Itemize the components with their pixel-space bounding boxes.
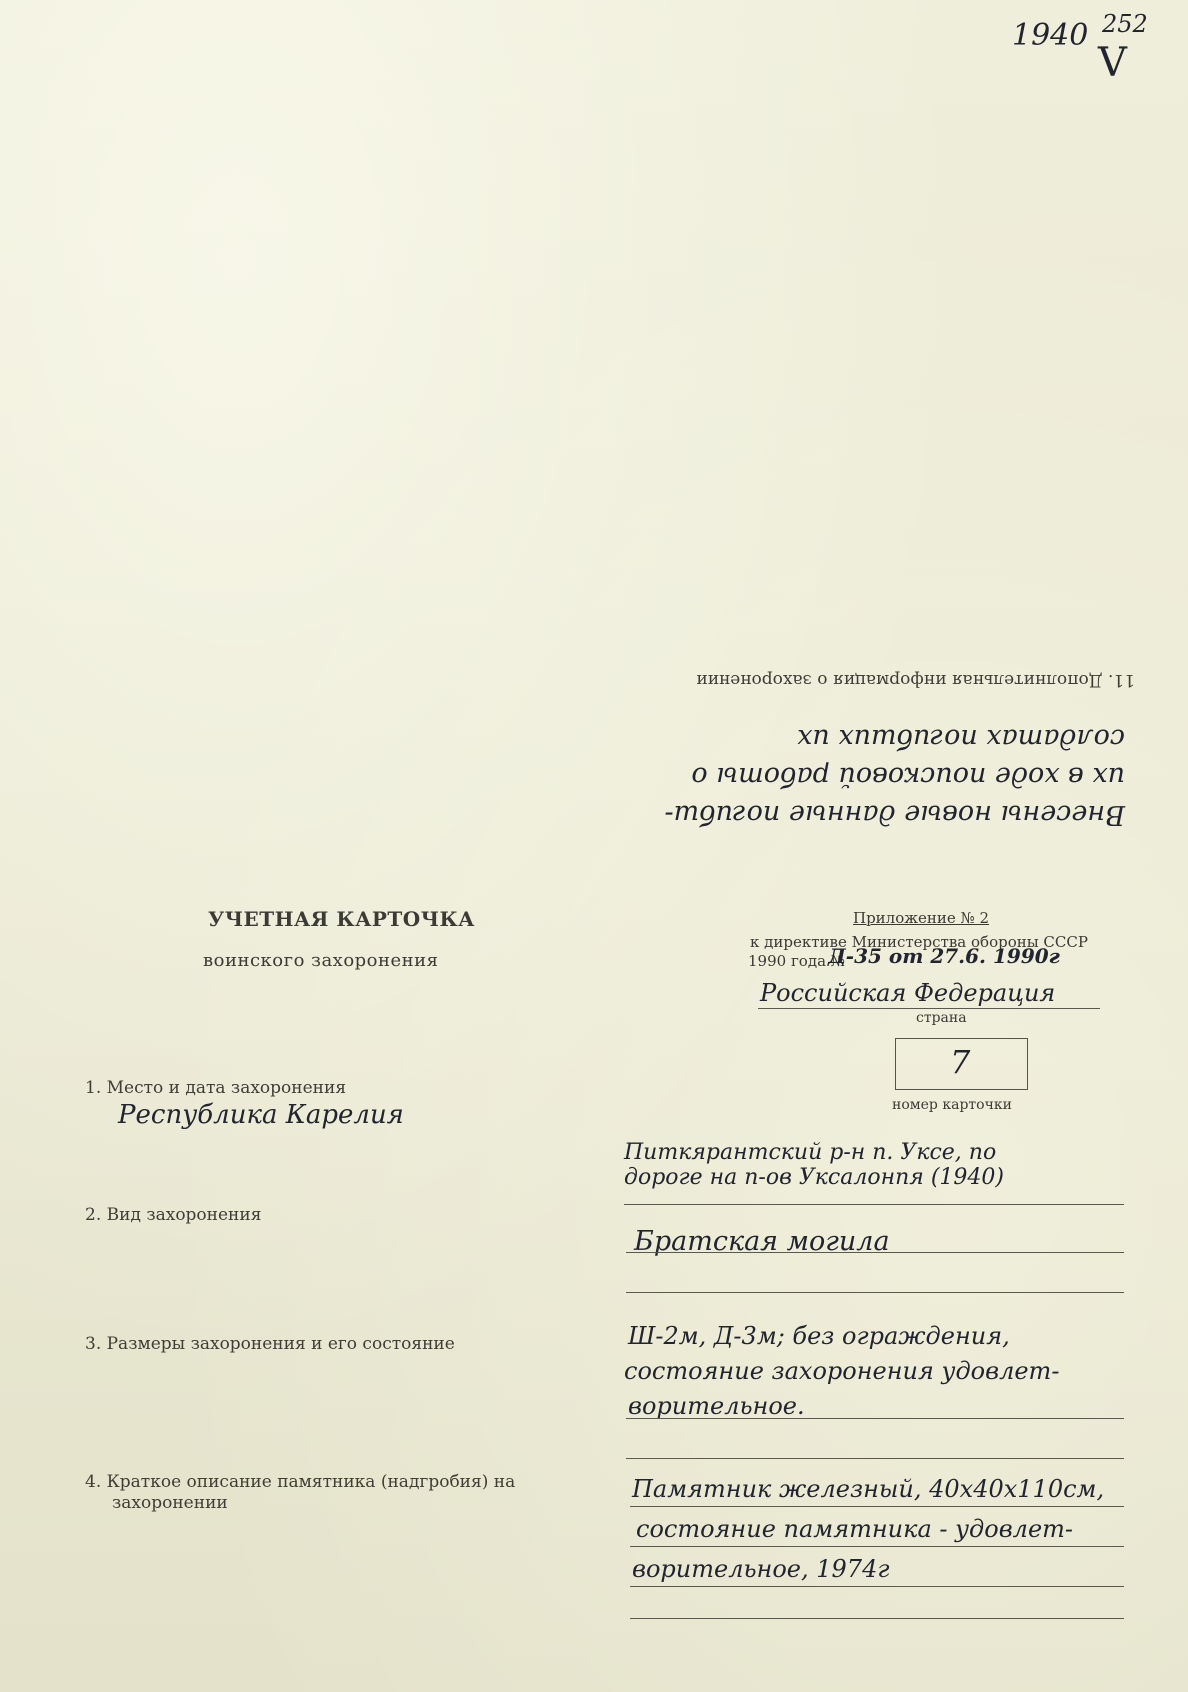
directive-number: Д-35 от 27.6. 1990г [828,944,1060,968]
monument-line: состояние памятника - удовлет- [636,1515,1074,1543]
country-underline [758,1008,1100,1009]
place-region: Республика Карелия [118,1100,404,1130]
additional-info-line: Внесены новые данные погибш- [664,799,1125,830]
additional-info-line: солдатах погибших их [797,723,1125,754]
monument-underline [630,1618,1124,1619]
corner-number: 252 [1102,10,1148,38]
monument-underline [630,1506,1124,1507]
card-subtitle: воинского захоронения [203,950,439,971]
size-label: 3. Размеры захоронения и его состояние [85,1334,455,1354]
type-underline [626,1292,1124,1293]
monument-line: ворительное, 1974г [632,1555,890,1583]
size-underline [626,1458,1124,1459]
place-detail: Питкярантский р-н п. Уксе, по [624,1140,997,1165]
appendix-label: Приложение № 2 [853,909,990,927]
place-underline [624,1204,1124,1205]
place-detail: дороге на п-ов Уксалонпя (1940) [624,1165,1004,1190]
type-label: 2. Вид захоронения [85,1205,262,1225]
type-value: Братская могила [634,1226,890,1257]
country-value: Российская Федерация [760,979,1056,1007]
directive-line: к директиве Министерства обороны СССР [750,933,1088,951]
type-underline [626,1252,1124,1253]
directive-year: 1990 года № [748,952,845,970]
corner-year: 1940 [1012,18,1089,53]
additional-info-section [615,640,1135,840]
card-title: УЧЕТНАЯ КАРТОЧКА [208,907,475,931]
size-line: состояние захоронения удовлет- [624,1357,1060,1385]
additional-info-line: их в ходе поисковой работы о [691,761,1125,792]
additional-info-title: 11. Дополнительная информация о захоронении [696,670,1135,690]
place-label: 1. Место и дата захоронения [85,1078,347,1098]
country-label: страна [916,1010,967,1026]
corner-check-mark: V [1098,40,1127,86]
monument-line: Памятник железный, 40х40х110см, [632,1475,1105,1503]
size-line: Ш-2м, Д-3м; без ограждения, [628,1322,1010,1350]
card-number-label: номер карточки [892,1097,1012,1113]
monument-underline [630,1546,1124,1547]
card-number-value: 7 [950,1043,971,1081]
size-line: ворительное. [628,1392,805,1420]
size-underline [626,1418,1124,1419]
monument-underline [630,1586,1124,1587]
monument-label: захоронении [112,1493,228,1513]
monument-label: 4. Краткое описание памятника (надгробия) на [85,1472,516,1492]
